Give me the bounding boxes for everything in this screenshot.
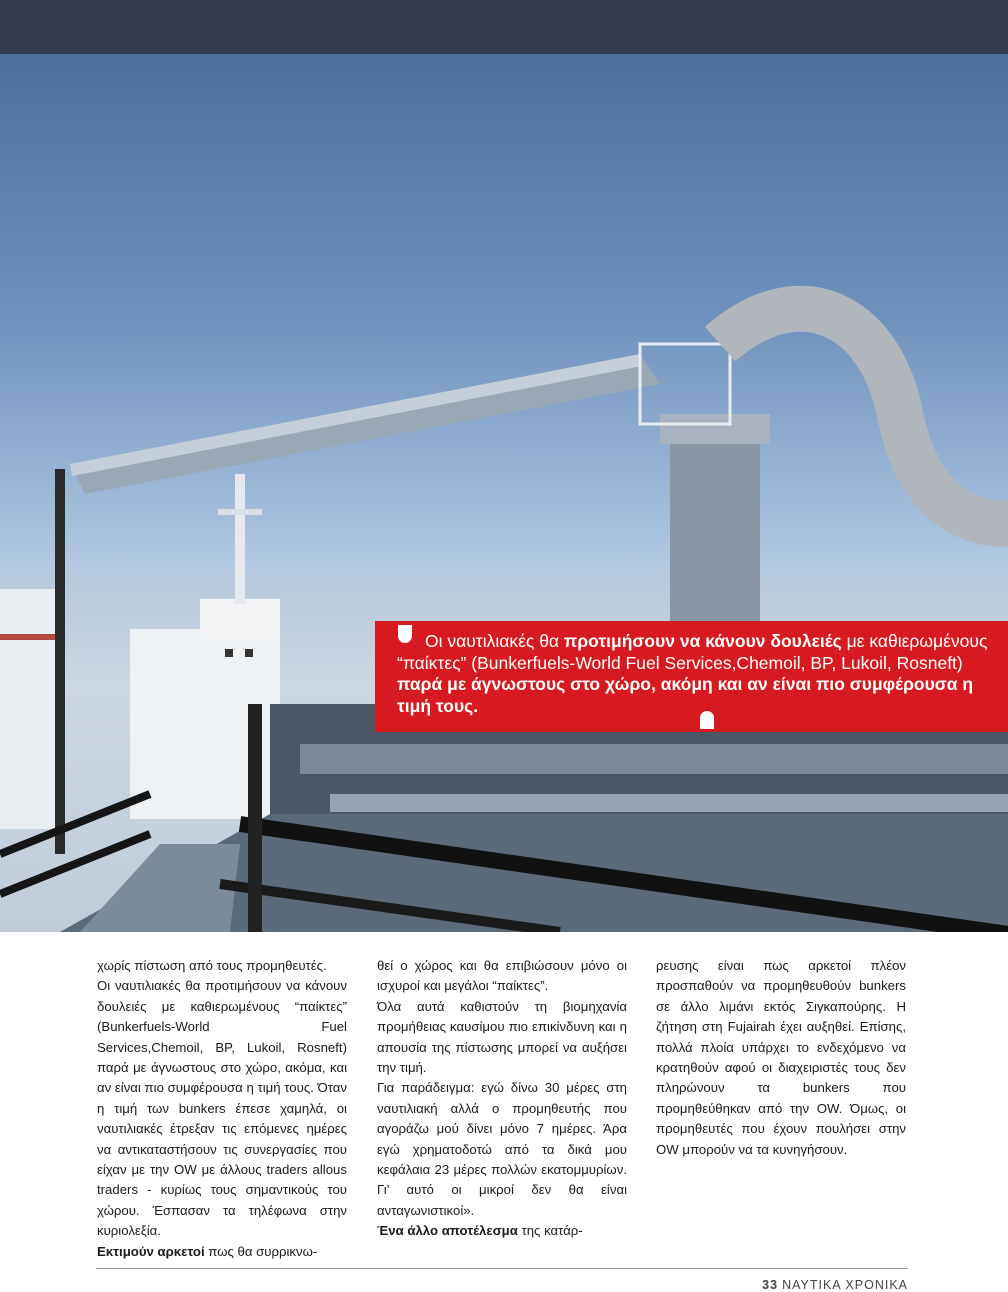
col1-lead-in: Εκτιμούν αρκετοί [97, 1243, 205, 1259]
footer-rule [96, 1268, 908, 1269]
pull-quote-seg1: Οι ναυτιλιακές θα [425, 631, 564, 651]
col1-paragraph-2: Οι ναυτιλιακές θα προτιμήσουν να κάνουν δουλειές με καθιερωμένους “παίκτες” (Bunkerfuels-World Fuel Services,Chemoil, BP, Lukoil, Rosneft) παρά με άγνωστους στο χώρο, ακόμα, και αν είναι πιο συμφέρουσα η τιμή τους. Όταν η τιμή των bunkers έπεσε χαμηλά, οι ναυτιλιακές έτρεξαν τις επόμενες ημέρες να αντικαταστήσουν τις συνεργασίες που είχαν με την OW με άλλους traders allous traders - κυρίως τους σημαντικούς του χώρου. Έσπασαν τα τηλέφωνα στην κυριολεξία. [97, 978, 347, 1239]
col2-paragraph-1: θεί ο χώρος και θα επιβιώσουν μόνο οι ισχυροί και μεγάλοι “παίκτες”. [377, 958, 627, 994]
close-quote-icon [700, 711, 714, 729]
pull-quote-seg3: με καθιερωμένους “παίκτες” (Bunkerfuels-World Fuel Services,Chemoil, BP, Lukoil, Rosneft) [397, 631, 988, 673]
col2-paragraph-2: Όλα αυτά καθιστούν τη βιομηχανία προμήθειας καυσίμου πιο επικίνδυνη και η απουσία της πίστωσης μπορεί να αυξήσει την τιμή. [377, 998, 627, 1076]
pull-quote [375, 621, 1008, 732]
col1-paragraph-1: χωρίς πίστωση από τους προμηθευτές. [97, 958, 327, 973]
open-quote-icon [398, 625, 412, 643]
col2-paragraph-3: Για παράδειγμα: εγώ δίνω 30 μέρες στη ναυτιλιακή αλλά ο προμηθευτής που αγοράζω μού δίνει μόνο 7 ημέρες. Άρα εγώ χρηματοδοτώ από τα δικά μου κεφάλαια 23 μέρες πολλών εκατομμυρίων. Γι’ αυτό οι μικροί δεν θα είναι ανταγωνιστικοί». [377, 1080, 627, 1218]
article-column-2 [377, 956, 627, 1242]
col2-paragraph-4 [377, 1221, 627, 1241]
page-footer [762, 1278, 908, 1292]
hero-photo [0, 54, 1008, 932]
col1-paragraph-3 [97, 1242, 347, 1262]
top-bar [0, 0, 1008, 54]
pull-quote-seg4: παρά με άγνωστους στο χώρο, ακόμη και αν είναι πιο συμφέρουσα η τιμή τους. [397, 674, 974, 716]
publication-name: ΝΑΥΤΙΚΑ ΧΡΟΝΙΚΑ [782, 1278, 908, 1292]
bunkering-crane-illustration [0, 54, 1008, 932]
pull-quote-seg2: προτιμήσουν να κάνουν δουλειές [563, 631, 842, 651]
col2-lead-in: Ένα άλλο αποτέλεσμα [377, 1223, 518, 1239]
article-column-1 [97, 956, 347, 1262]
col3-paragraph-1: ρευσης είναι πως αρκετοί πλέον προσπαθούν να προμηθευθούν bunkers σε άλλο λιμάνι εκτός Σιγκαπούρης. Η ζήτηση στη Fujairah έχει αυξηθεί. Επίσης, πολλά πλοία υπάρχει το ενδεχόμενο να κρατηθούν αφού οι διαχειριστές τους δεν πληρώνουν τα bunkers που προμηθεύθηκαν από την OW. Όμως, οι προμηθευτές που έχουν πουλήσει στην OW μπορούν να τα κυνηγήσουν. [656, 958, 906, 1157]
page-number: 33 [762, 1278, 779, 1292]
col1-paragraph-3-text: πως θα συρρικνω- [204, 1243, 318, 1259]
col2-paragraph-4-text: της κατάρ- [517, 1223, 583, 1239]
article-column-3 [656, 956, 906, 1160]
